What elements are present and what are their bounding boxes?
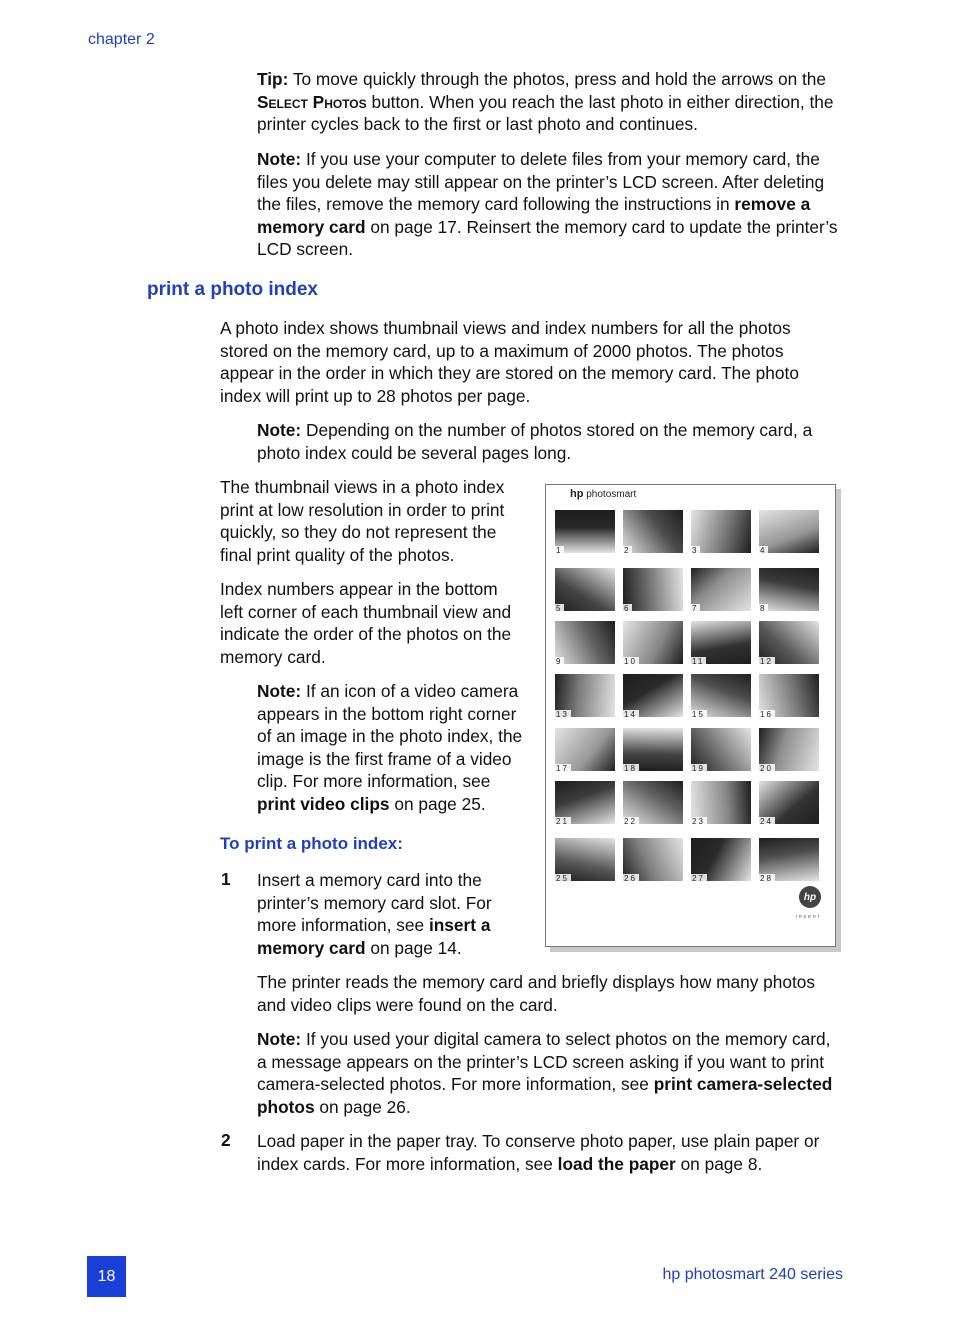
hp-tagline: invent (795, 914, 821, 920)
thumbnail (759, 621, 819, 664)
intro-paragraph: A photo index shows thumbnail views and index numbers for all the photos stored on the memory card, up to a maximum of 2000 photos. The photos appear in the order in which they are stored on the memory card. The photo index will print up to 28 photos per page. (220, 318, 799, 406)
thumbnail-index-number: 12 (760, 657, 773, 666)
thumbnail (623, 781, 683, 824)
procedure-heading: To print a photo index: (220, 834, 403, 853)
thumbnail (759, 674, 819, 717)
thumbnail-index-number: 20 (760, 764, 773, 773)
note-text-before: If you use your computer to delete files from your memory card, the files you delete may still appear on the printer’s LCD screen. After deleting the files, remove the memory card following the instructions in (257, 149, 825, 215)
thumbnail-index-number: 24 (760, 817, 773, 826)
note-label: Note: (257, 149, 302, 169)
thumbnail-index-number: 16 (760, 710, 773, 719)
thumbnail-index-number: 26 (624, 874, 637, 883)
tip-text-after: button. When you reach the last photo in either direction, the printer cycles back to the first or last photo and continues. (257, 91, 834, 135)
section-heading: print a photo index (147, 279, 318, 300)
thumbnail-index-number: 22 (624, 817, 637, 826)
thumbnail-index-number: 7 (692, 604, 699, 613)
footer-product-name: hp photosmart 240 series (662, 1266, 843, 1283)
thumbnail-index-number: 1 (556, 546, 563, 555)
thumbnail-index-number: 15 (692, 710, 705, 719)
thumbnail-index-number: 27 (692, 874, 705, 883)
thumbnail (623, 510, 683, 553)
thumbnail-index-number: 25 (556, 874, 569, 883)
note-text-after: on page 26. (319, 1096, 411, 1117)
thumbnail-paragraph: The thumbnail views in a photo index print at low resolution in order to print quickly, so they do not represent the final print quality of the photos. (220, 477, 505, 565)
note-text-after: on page 25. (394, 793, 486, 814)
thumbnail (691, 674, 751, 717)
thumbnail (691, 510, 751, 553)
thumbnail (759, 728, 819, 771)
thumbnail-index-number: 18 (624, 764, 637, 773)
thumbnail (555, 674, 615, 717)
step-text-before: Load paper in the paper tray. To conserve photo paper, use plain paper or index cards. For more information, see (257, 1131, 820, 1174)
thumbnail (623, 728, 683, 771)
thumbnail-index-number: 21 (556, 817, 569, 826)
hp-logo-icon: hp (799, 886, 821, 908)
thumbnail-index-number: 19 (692, 764, 705, 773)
thumbnail (623, 568, 683, 611)
thumbnail-index-number: 4 (760, 546, 767, 555)
note-camera-selected (257, 1028, 842, 1118)
thumbnail (623, 621, 683, 664)
step-1-text (257, 869, 512, 959)
thumbnail (623, 838, 683, 881)
thumbnail (555, 621, 615, 664)
load-paper-link[interactable]: load the paper (557, 1153, 676, 1174)
print-camera-selected-link[interactable]: print camera-selected photos (257, 1074, 833, 1117)
thumbnail-index-number: 3 (692, 546, 699, 555)
note-video-clip (257, 680, 527, 816)
thumbnail-index-number: 11 (692, 657, 705, 666)
note-index-pages (257, 419, 842, 464)
page-number: 18 (87, 1256, 126, 1297)
note-label: Note: (257, 420, 302, 440)
sample-photo-index-image (545, 484, 836, 947)
thumbnail (691, 728, 751, 771)
note-text: Depending on the number of photos stored on the memory card, a photo index could be several pages long. (257, 420, 813, 463)
select-photos-button-name: Select Photos (257, 91, 367, 112)
tip-label: Tip: (257, 69, 289, 89)
thumbnail-index-number: 5 (556, 604, 563, 613)
thumbnail-index-number: 9 (556, 657, 563, 666)
thumbnail (759, 568, 819, 611)
thumbnail (555, 838, 615, 881)
step-text-before: Insert a memory card into the printer’s memory card slot. For more information, see (257, 870, 492, 936)
thumbnail (759, 510, 819, 553)
note-text-before: If you used your digital camera to select photos on the memory card, a message appears on the printer’s LCD screen asking if you want to print camera-selected photos. For more information, see (257, 1029, 831, 1095)
sample-brand (570, 488, 636, 500)
index-numbers-paragraph: Index numbers appear in the bottom left corner of each thumbnail view and indicate the order of the photos on the memory card. (220, 579, 512, 667)
thumbnail-index-number: 17 (556, 764, 569, 773)
thumbnail-index-number: 2 (624, 546, 631, 555)
thumbnail-index-number: 13 (556, 710, 569, 719)
print-video-clips-link[interactable]: print video clips (257, 793, 390, 814)
step-text-after: on page 8. (680, 1153, 763, 1174)
note-label: Note: (257, 681, 302, 701)
note-text-before: If an icon of a video camera appears in the bottom right corner of an image in the photo index, the image is the first frame of a video clip. For more information, see (257, 681, 523, 792)
chapter-label: chapter 2 (88, 31, 155, 48)
insert-memory-card-link[interactable]: insert a memory card (257, 915, 491, 958)
thumbnail (759, 781, 819, 824)
sample-brand-text: photosmart (586, 489, 637, 500)
thumbnail (555, 510, 615, 553)
step-text-after: on page 14. (370, 937, 462, 958)
thumbnail (555, 781, 615, 824)
thumbnail-index-number: 6 (624, 604, 631, 613)
thumbnail (555, 568, 615, 611)
thumbnail (759, 838, 819, 881)
step-2-text (257, 1130, 842, 1175)
thumbnail (691, 621, 751, 664)
thumbnail (691, 781, 751, 824)
thumbnail-index-number: 10 (624, 657, 637, 666)
step-1-number: 1 (221, 869, 231, 889)
remove-memory-card-link[interactable]: remove a memory card (257, 194, 811, 237)
sample-brand-bold: hp (570, 488, 584, 500)
thumbnail (555, 728, 615, 771)
note-text-after: on page 17. Reinsert the memory card to update the printer’s LCD screen. (257, 216, 838, 260)
thumbnail-index-number: 14 (624, 710, 637, 719)
note-label: Note: (257, 1029, 302, 1049)
note-memory-card-delete (257, 148, 842, 261)
thumbnail-index-number: 23 (692, 817, 705, 826)
step-1-followup: The printer reads the memory card and briefly displays how many photos and video clips were found on the card. (257, 972, 816, 1015)
thumbnail (691, 568, 751, 611)
thumbnail-index-number: 8 (760, 604, 767, 613)
tip-text-before: To move quickly through the photos, press and hold the arrows on the (292, 69, 827, 89)
tip-paragraph (257, 68, 842, 136)
step-2-number: 2 (221, 1130, 231, 1150)
thumbnail (691, 838, 751, 881)
thumbnail (623, 674, 683, 717)
thumbnail-index-number: 28 (760, 874, 773, 883)
